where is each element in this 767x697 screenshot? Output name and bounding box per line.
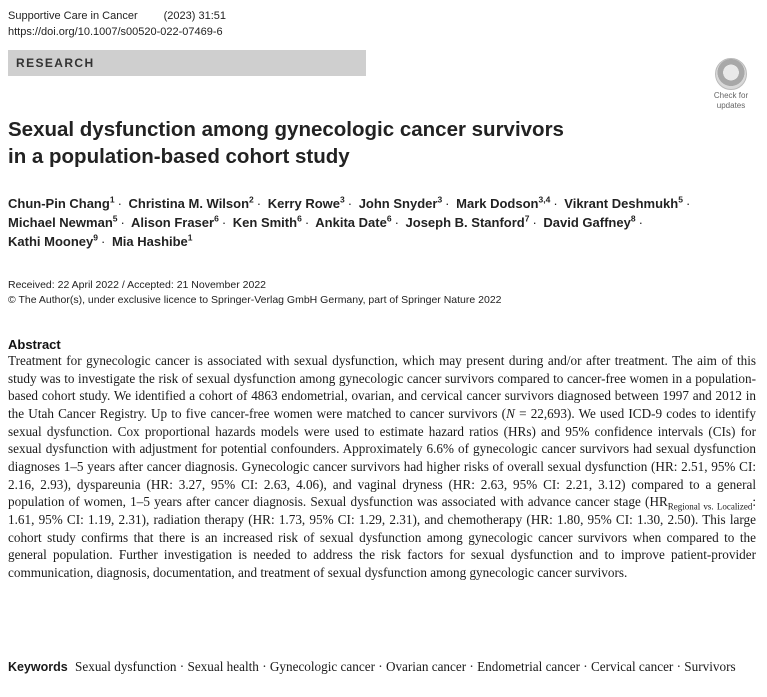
check-for-updates-button[interactable] <box>710 58 752 110</box>
journal-citation: (2023) 31:51 <box>163 10 227 22</box>
keywords-section <box>8 657 756 677</box>
abstract-section <box>8 337 756 582</box>
author[interactable]: John Snyder$^3$ <box>358 194 443 211</box>
abstract-heading: Abstract <box>8 337 61 352</box>
author[interactable]: Alison Fraser$^6$ <box>130 213 219 230</box>
author[interactable]: David Gaffney$^8$ <box>543 213 636 230</box>
author[interactable]: Vikrant Deshmukh$^5$ <box>564 194 683 211</box>
received-accepted: Received: 22 April 2022 / Accepted: 21 November 2022 <box>8 279 266 291</box>
author-list: Chun-Pin Chang$^1$ · Christina M. Wilson$^2$ · Kerry Rowe$^3$ · John Snyder$^3$ · Mark Dodson$^{3,4}$ · Vikrant Deshmukh$^5$ · Michael Newman$^5$ · Alison Fraser$^6$ · Ken Smith$^6$ · Ankita Date$^6$ · Joseph B. Stanford$^7$ · David Gaffney$^8$ · Kathi Mooney$^9$ · Mia Hashibe$^1$ <box>8 194 691 249</box>
author[interactable]: Mark Dodson$^{3,4}$ <box>456 194 551 211</box>
author[interactable]: Ken Smith$^6$ <box>232 213 302 230</box>
check-updates-label-2: updates <box>716 101 746 110</box>
author[interactable]: Kathi Mooney$^9$ <box>8 232 98 249</box>
keywords-list: Sexual dysfunction · Sexual health · Gynecologic cancer · Ovarian cancer · Endometrial cancer · Cervical cancer · Survivors <box>75 659 736 674</box>
section-banner: RESEARCH <box>8 50 366 76</box>
title-line-1: Sexual dysfunction among gynecologic cancer survivors <box>8 118 564 141</box>
author[interactable]: Chun-Pin Chang$^1$ <box>8 194 115 211</box>
author[interactable]: Christina M. Wilson$^2$ <box>128 194 254 211</box>
title-line-2: in a population-based cohort study <box>8 145 350 168</box>
author[interactable]: Joseph B. Stanford$^7$ <box>405 213 530 230</box>
article-title <box>8 116 628 170</box>
journal-header <box>8 8 226 40</box>
doi-link[interactable]: https://doi.org/10.1007/s00520-022-07469-6 <box>8 26 223 38</box>
author[interactable]: Michael Newman$^5$ <box>8 213 118 230</box>
author[interactable]: Kerry Rowe$^3$ <box>267 194 345 211</box>
copyright-notice: © The Author(s), under exclusive licence to Springer-Verlag GmbH Germany, part of Springer Nature 2022 <box>8 294 502 306</box>
author[interactable]: Mia Hashibe$^1$ <box>111 232 193 249</box>
check-updates-icon <box>715 58 747 90</box>
journal-name: Supportive Care in Cancer <box>8 10 138 22</box>
keywords-label: Keywords <box>8 660 68 674</box>
article-dates <box>8 278 502 308</box>
abstract-body: Treatment for gynecologic cancer is associated with sexual dysfunction, which may present during and/or after treatment. The aim of this study was to investigate the risk of sexual dysfunction among gynecologic cancer survivors compared to cancer-free women in a population-based cohort study. We identified a cohort of 4863 endometrial, ovarian, and cervical cancer survivors diagnosed between 1997 and 2012 in the Utah Cancer Registry. Up to five cancer-free women were matched to cancer survivors (N = 22,693). We used ICD-9 codes to identify sexual dysfunction. Cox proportional hazards models were used to estimate hazard ratios (HRs) and 95% confidence intervals (CIs) for sexual dysfunction with adjustment for potential confounders. Approximately 6.6% of gynecologic cancer survivors had sexual dysfunction diagnoses 1–5 years after cancer diagnosis. Gynecologic cancer survivors had higher risks of overall sexual dysfunction (HR: 2.51, 95% CI: 2.16, 2.93), dyspareunia (HR: 3.27, 95% CI: 2.63, 4.06), and vaginal dryness (HR: 2.63, 95% CI: 2.21, 3.12) compared to a general population of women, 1–5 years after cancer diagnosis. Sexual dysfunction was associated with advance cancer stage ($HR_{Regional vs. Localized}$: 1.61, 95% CI: 1.19, 2.31), radiation therapy (HR: 1.73, 95% CI: 1.29, 2.31), and chemotherapy (HR: 1.80, 95% CI: 1.30, 2.50). This large cohort study confirms that there is an increased risk of sexual dysfunction among gynecologic cancer survivors when compared to the general population. Further investigation is needed to address the risk factors for sexual dysfunction and to improve patient-provider communication, diagnosis, documentation, and treatment of sexual dysfunction among gynecologic cancer survivors. <box>8 353 756 580</box>
check-updates-label-1: Check for <box>713 91 749 100</box>
author[interactable]: Ankita Date$^6$ <box>315 213 392 230</box>
